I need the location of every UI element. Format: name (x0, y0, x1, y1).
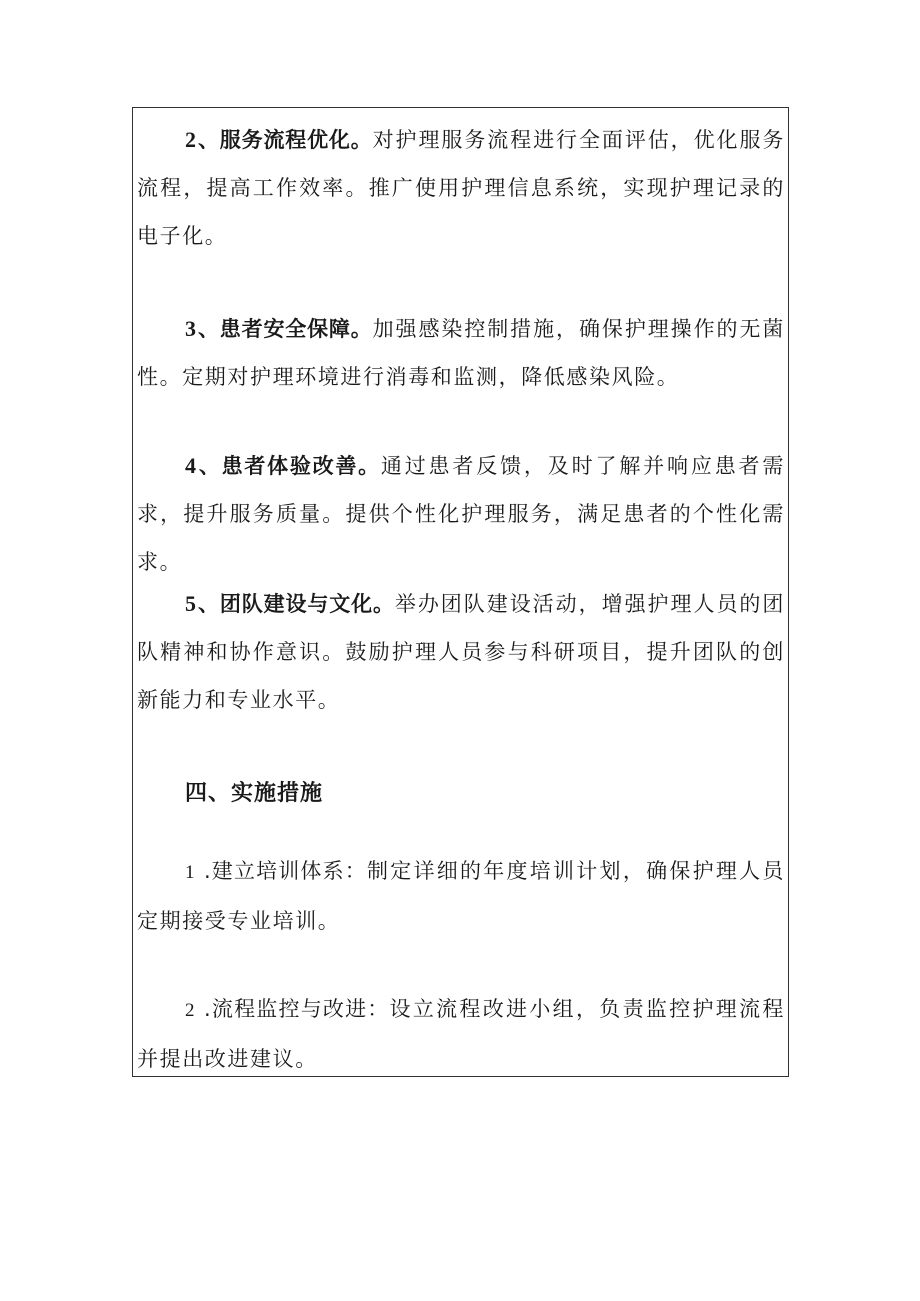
item-number: 4 (185, 453, 198, 478)
item-number: 3 (185, 316, 198, 341)
item-body: 设立流程改进小组，负责监控护理流程并提出改进建议。 (137, 997, 785, 1071)
measure-item-1 (137, 847, 785, 945)
goal-item-2 (137, 116, 785, 260)
item-title: 患者体验改善。 (221, 454, 381, 478)
item-title: 流程监控与改进： (211, 997, 390, 1021)
item-body: 加强感染控制措施，确保护理操作的无菌性。定期对护理环境进行消毒和监测，降低感染风险。 (137, 317, 786, 389)
goal-item-3 (137, 305, 785, 401)
item-separator: 、 (197, 454, 222, 478)
item-number: 5 (185, 591, 198, 616)
section-heading: 四、实施措施 (185, 781, 324, 806)
item-title: 建立培训体系： (211, 859, 367, 883)
item-separator: . (196, 859, 212, 883)
item-number: 2 (185, 1000, 197, 1021)
item-separator: 、 (197, 317, 220, 341)
item-body: 对护理服务流程进行全面评估，优化服务流程，提高工作效率。推广使用护理信息系统，实现护理记录的电子化。 (137, 128, 786, 248)
item-separator: 、 (197, 128, 220, 152)
item-number: 1 (185, 862, 197, 883)
item-body: 制定详细的年度培训计划，确保护理人员定期接受专业培训。 (137, 859, 785, 933)
goal-item-5 (137, 580, 785, 724)
item-title: 患者安全保障。 (219, 317, 373, 341)
item-separator: 、 (197, 592, 220, 616)
item-separator: . (196, 997, 212, 1021)
item-title: 服务流程优化。 (219, 128, 373, 152)
item-body: 举办团队建设活动，增强护理人员的团队精神和协作意识。鼓励护理人员参与科研项目，提升团队的创新能力和专业水平。 (137, 592, 786, 712)
goal-item-4 (137, 442, 785, 586)
measure-item-2 (137, 985, 785, 1083)
item-number: 2 (185, 127, 198, 152)
item-title: 团队建设与文化。 (219, 592, 395, 616)
item-body: 通过患者反馈，及时了解并响应患者需求，提升服务质量。提供个性化护理服务，满足患者的个性化需求。 (137, 454, 786, 574)
